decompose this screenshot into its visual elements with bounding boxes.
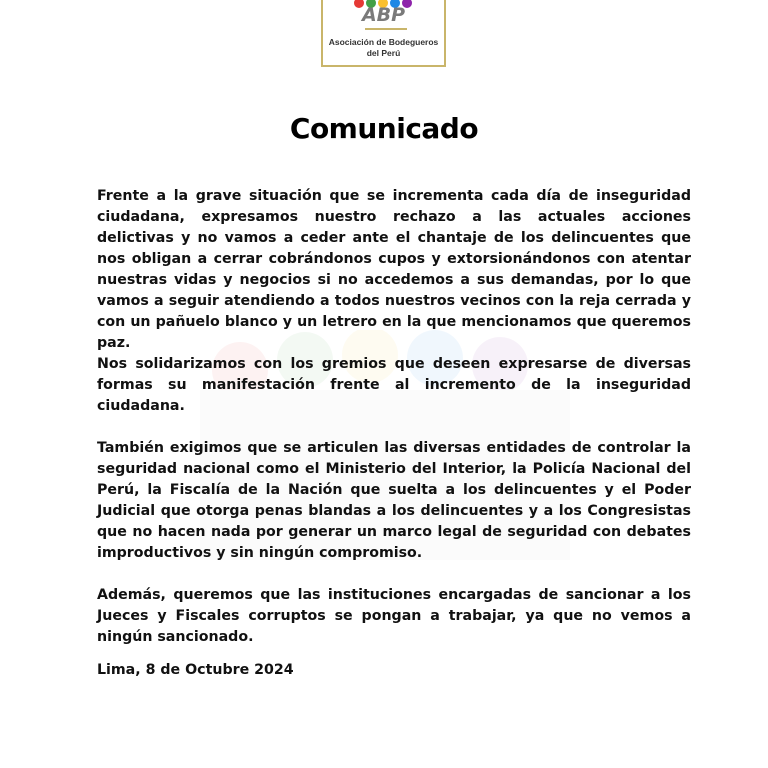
paragraph-4: Además, queremos que las instituciones encargadas de sancionar a los Jueces y Fiscales corruptos se pongan a trabajar, ya que no vemos a ningún sancionado. [97,587,691,645]
page-title: Comunicado [289,112,479,145]
organization-name-line1: Asociación de Bodegueros [328,37,439,47]
communique-body [97,186,691,648]
paragraph-3: También exigimos que se articulen las diversas entidades de controlar la seguridad nacional como el Ministerio del Interior, la Policía Nacional del Perú, la Fiscalía de la Nación que suelta a los delincuentes y el Poder Judicial que otorga penas blandas a los delincuentes y a los Congresistas que no hacen nada por generar un marco legal de seguridad con debates improductivos y sin ningún compromiso. [97,440,691,561]
signature-date: Lima, 8 de Octubre 2024 [97,662,294,678]
paragraph-1: Frente a la grave situación que se incrementa cada día de inseguridad ciudadana, expresamos nuestro rechazo a las actuales acciones delictivas y no vamos a ceder ante el chantaje de los delincuentes que nos obligan a cerrar cobrándonos cupos y extorsionándonos con atentar nuestras vidas y negocios si no accedemos a sus demandas, por lo que vamos a seguir atendiendo a todos nuestros vecinos con la reja cerrada y con un pañuelo blanco y un letrero en la que mencionamos que queremos paz. [97,188,691,351]
paragraph-2: Nos solidarizamos con los gremios que deseen expresarse de diversas formas su manifestación frente al incremento de la inseguridad ciudadana. [97,356,691,414]
logo-wordmark: ABP [361,4,406,26]
organization-name [325,37,442,59]
organization-logo [321,0,446,67]
organization-name-line2: del Perú [366,48,401,58]
logo-divider [365,28,407,30]
